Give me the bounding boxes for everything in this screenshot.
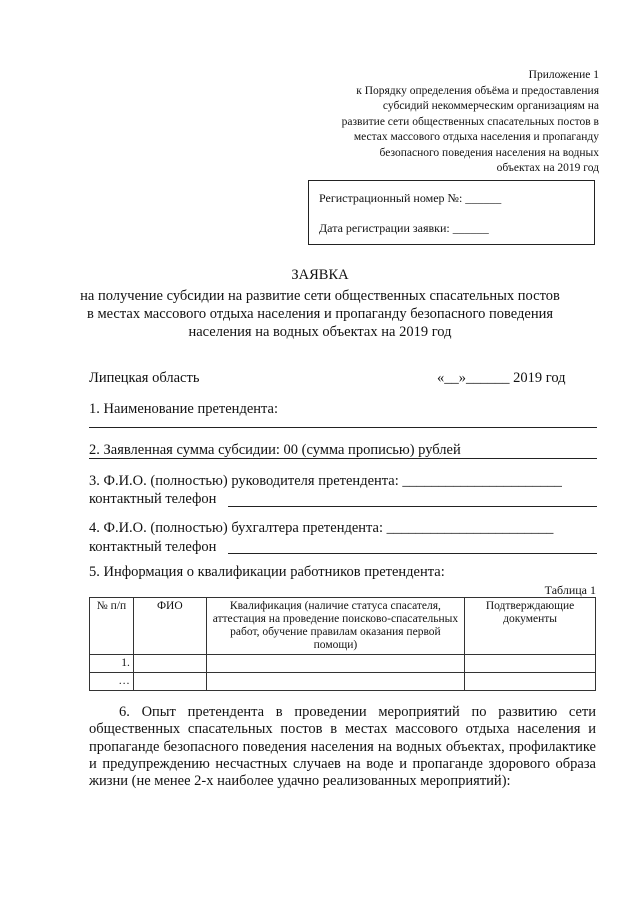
appendix-line: развитие сети общественных спасательных постов в [341,115,599,128]
experience-paragraph: 6. Опыт претендента в проведении мероприятий по развитию сети общественных спасательных постов в местах массового отдыха населения и пропаганде безопасного поведения населения на водных объектах, профилактике и предупреждению несчастных случаев на воде и пропаганде здорового образа жизни (не менее 2-х наиболее удачно реализованных мероприятий): [89,704,596,790]
appendix-line: Приложение 1 [528,69,599,81]
table-header-row [90,598,596,655]
appendix-note [279,68,599,177]
registration-date-field[interactable]: Дата регистрации заявки: ______ [319,221,489,235]
table-cell[interactable] [133,655,206,673]
document-subtitle-line: в местах массового отдыха населения и пропаганду безопасного поведения [86,306,554,322]
table-cell[interactable]: … [90,673,134,691]
appendix-line: к Порядку определения объёма и предоставления [356,84,599,97]
table-cell[interactable] [465,655,596,673]
director-phone-line[interactable] [228,506,597,507]
qualification-label: 5. Информация о квалификации работников претендента: [89,564,445,580]
application-date[interactable]: «__»______ 2019 год [437,370,566,386]
appendix-line: местах массового отдыха населения и пропаганду [353,131,599,143]
table-cell[interactable] [206,673,464,691]
header-qualification: Квалификация (наличие статуса спасателя, аттестация на проведение поисково-спасательных работ, обучение правилам оказания первой помощи) [206,598,464,655]
table-row [90,673,596,691]
header-number: № п/п [90,598,134,655]
director-name-label[interactable]: 3. Ф.И.О. (полностью) руководителя претендента: ______________________ [89,473,562,489]
accountant-name-label[interactable]: 4. Ф.И.О. (полностью) бухгалтера претендента: _______________________ [89,520,554,536]
table-cell[interactable] [206,655,464,673]
document-heading: ЗАЯВКА [291,267,349,283]
table-cell[interactable] [133,673,206,691]
region-label: Липецкая область [89,370,200,386]
accountant-phone-line[interactable] [228,553,597,554]
registration-number-field[interactable]: Регистрационный номер №: ______ [319,191,502,205]
header-fio: ФИО [133,598,206,655]
qualification-table [89,597,596,691]
table-caption: Таблица 1 [544,583,596,597]
director-phone-label: контактный телефон [89,491,217,507]
subsidy-amount-underline [89,458,597,459]
applicant-name-line[interactable] [89,427,597,428]
applicant-name-label: 1. Наименование претендента: [89,401,278,417]
table-cell[interactable] [465,673,596,691]
table-row [90,655,596,673]
registration-box [308,180,595,245]
subsidy-amount-label[interactable]: 2. Заявленная сумма субсидии: 00 (сумма прописью) рублей [89,442,461,458]
appendix-line: объектах на 2019 год [496,162,599,174]
accountant-phone-label: контактный телефон [89,539,217,555]
header-documents: Подтверждающие документы [465,598,596,655]
document-subtitle-line: населения на водных объектах на 2019 год [188,324,452,340]
appendix-line: безопасного поведения населения на водных [379,146,599,159]
table-cell[interactable]: 1. [90,655,134,673]
document-subtitle-line: на получение субсидии на развитие сети общественных спасательных постов [80,288,560,304]
appendix-line: субсидий некоммерческим организациям на [382,100,599,112]
